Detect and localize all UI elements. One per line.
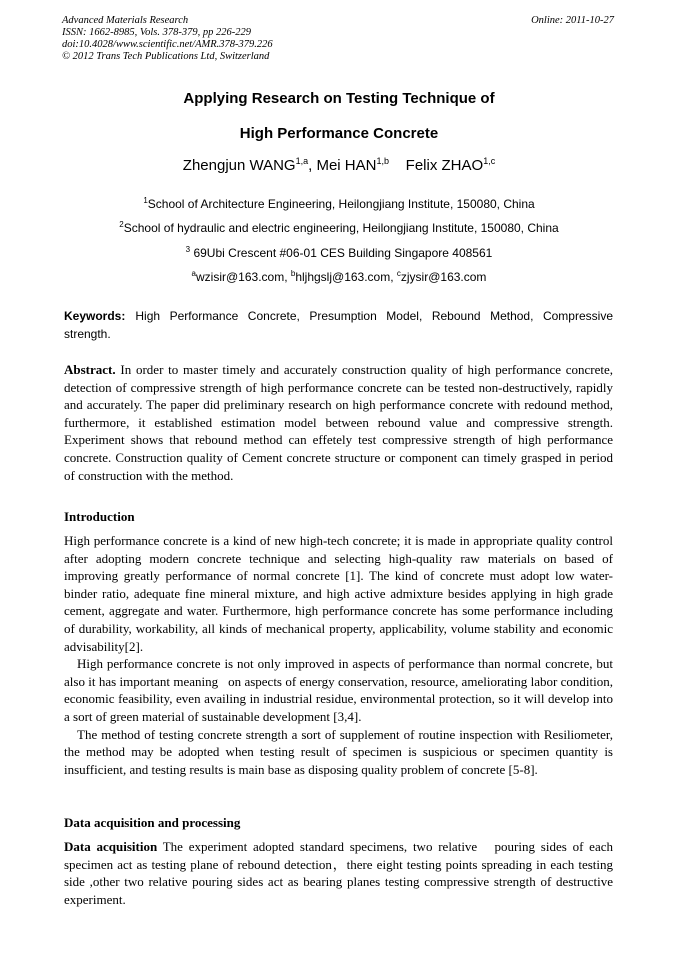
author-affiliation-mark: 1,b <box>376 156 389 166</box>
author-separator: , <box>308 157 317 174</box>
affiliation-text: School of hydraulic and electric engineering, Heilongjiang Institute, 150080, China <box>123 221 559 235</box>
email-mark: b <box>290 269 296 278</box>
affiliation-text: 69Ubi Crescent #06-01 CES Building Singapore 408561 <box>190 246 493 260</box>
email-text: wzisir@163.com, <box>196 270 291 284</box>
data-section-body <box>64 838 617 908</box>
abstract-label: Abstract. <box>64 362 116 377</box>
author-name: Zhengjun WANG <box>182 157 296 174</box>
affiliation-3 <box>0 245 678 260</box>
email-text: zjysir@163.com <box>400 270 487 284</box>
data-section-heading: Data acquisition and processing <box>64 815 241 830</box>
keywords-label: Keywords: <box>64 309 126 323</box>
email-mark: a <box>191 269 196 278</box>
affiliation-1 <box>0 196 678 211</box>
author-name: Mei HAN <box>316 157 377 174</box>
paper-title-line-1: Applying Research on Testing Technique of <box>183 90 495 107</box>
journal-header <box>62 15 273 63</box>
paper-title-line-2: High Performance Concrete <box>239 125 439 142</box>
author-affiliation-mark: 1,a <box>295 156 309 166</box>
journal-name: Advanced Materials Research <box>62 15 189 26</box>
author-name: Felix ZHAO <box>405 157 484 174</box>
keywords <box>64 307 613 343</box>
introduction-paragraph: High performance concrete is not only improved in aspects of performance than normal concrete, but also it has important meaning on aspects of energy conservation, resource, ameliorating labor condition, economic feasibility, even availing in industrial residue, environmental protection, so it will develop into a sort of green material of sustainable development [3,4]. <box>64 656 617 724</box>
introduction-body <box>64 532 617 778</box>
affiliation-mark: 2 <box>119 220 124 229</box>
data-section-text: The experiment adopted standard specimens, two relative pouring sides of each specimen act as testing plane of rebound detection，there eight testing points spreading in each testing side ,other two relative pouring sides act as bearing planes testing compressive strength of destructive experiment. <box>64 839 617 907</box>
affiliation-text: School of Architecture Engineering, Heilongjiang Institute, 150080, China <box>147 197 535 211</box>
author-list <box>0 156 678 174</box>
abstract <box>64 361 613 484</box>
online-date: Online: 2011-10-27 <box>531 15 614 26</box>
introduction-heading: Introduction <box>64 509 135 524</box>
email-text: hljhgslj@163.com, <box>295 270 397 284</box>
journal-doi: doi:10.4028/www.scientific.net/AMR.378-379.226 <box>62 39 273 50</box>
journal-copyright: © 2012 Trans Tech Publications Ltd, Switzerland <box>62 51 270 62</box>
affiliation-2 <box>0 220 678 235</box>
email-mark: c <box>396 269 401 278</box>
author-affiliation-mark: 1,c <box>483 156 496 166</box>
introduction-paragraph: High performance concrete is a kind of new high-tech concrete; it is made in appropriate quality control after adopting modern concrete technique and selecting high-quality raw materials on based of improving greatly performance of normal concrete [1]. The kind of concrete must adopt low water-binder ratio, adequate fine mineral mixture, and high active admixture besides applying in high grade cement, aggregate and water. Furthermore, high performance concrete has some performance including of durability, workability, all kinds of mechanical property, applicability, volume stability and economic advisability[2]. <box>64 533 613 654</box>
author-emails <box>0 269 678 284</box>
affiliation-mark: 3 <box>185 245 191 254</box>
keywords-text: High Performance Concrete, Presumption Model, Rebound Method, Compressive strength. <box>64 309 613 341</box>
introduction-paragraph: The method of testing concrete strength a sort of supplement of routine inspection with Resiliometer, the method may be adopted when testing result of specimen is suspicious or specimen quantity is insufficient, and testing results is main base as disposing quality problem of concrete [5-8]. <box>64 726 613 777</box>
affiliation-mark: 1 <box>143 196 148 205</box>
author-separator <box>389 157 406 174</box>
journal-issn: ISSN: 1662-8985, Vols. 378-379, pp 226-229 <box>62 27 251 38</box>
abstract-text: In order to master timely and accurately construction quality of high performance concrete, detection of compressive strength of high performance concrete can be tested non-destructively, rapidly and accurately. The paper did preliminary research on high performance concrete with redound method, furthermore, it established estimation model between rebound value and compressive strength. Experiment shows that rebound method can effetely test compressive strength of high performance concrete. Construction quality of Cement concrete structure or component can timely grasped in period of construction with the method. <box>64 362 614 483</box>
data-section-label: Data acquisition <box>64 839 158 854</box>
